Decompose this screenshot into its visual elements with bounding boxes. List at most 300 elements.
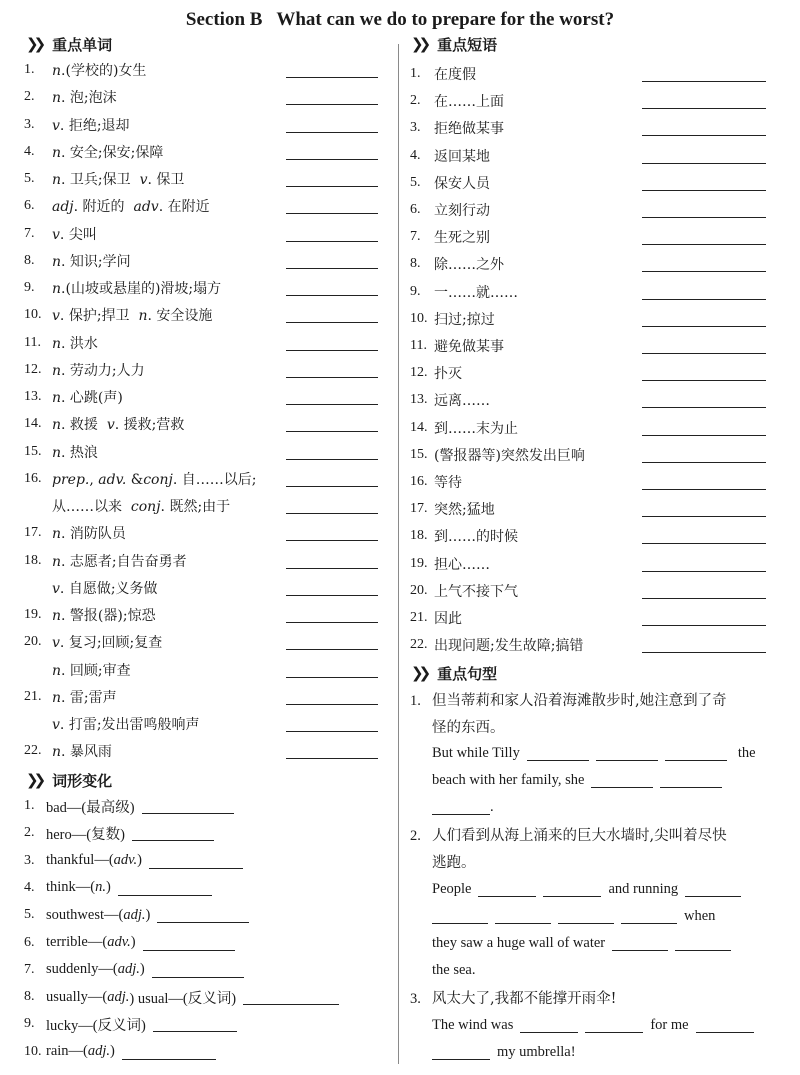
list-item <box>410 607 462 629</box>
definition-text: . 打雷;发出雷鸣般响声 <box>59 717 200 733</box>
sentence-1-line-3: . <box>432 796 494 818</box>
list-item <box>24 550 187 572</box>
definition-text: . 自愿做;义务做 <box>59 580 158 597</box>
answer-blank[interactable] <box>286 540 378 541</box>
definition-text: . 尖叫 <box>59 226 97 243</box>
answer-blank[interactable] <box>286 677 378 678</box>
word-form-text: bad—(最高级) <box>46 799 135 816</box>
list-item <box>24 932 242 954</box>
item-text <box>52 169 184 189</box>
part-of-speech: v <box>52 308 60 325</box>
answer-blank[interactable] <box>149 853 243 869</box>
item-number: 1. <box>410 66 421 81</box>
answer-blank[interactable] <box>286 159 378 160</box>
item-text <box>52 442 98 462</box>
answer-blank[interactable] <box>520 1017 578 1033</box>
item-number: 15. <box>410 446 428 462</box>
list-item-continuation <box>24 659 131 681</box>
answer-blank[interactable] <box>642 625 766 626</box>
item-number: 3. <box>24 852 35 868</box>
list-item <box>410 498 495 520</box>
list-item <box>24 740 112 762</box>
answer-blank[interactable] <box>660 772 722 788</box>
part-of-speech: n <box>52 526 62 543</box>
definition-text: . 知识;学问 <box>61 253 131 270</box>
word-form-text: adj. <box>107 988 130 1005</box>
word-form-text: ) <box>137 852 142 869</box>
item-text: (警报器等)突然发出巨响 <box>434 447 585 464</box>
list-item <box>24 604 156 626</box>
list-item <box>24 223 97 245</box>
part-of-speech: n <box>52 253 62 270</box>
item-number: 3. <box>410 120 421 136</box>
definition-text: . 洪水 <box>61 335 98 352</box>
item-text <box>52 305 212 325</box>
answer-blank[interactable] <box>286 350 378 351</box>
definition-text: .(山坡或悬崖的)滑坡;塌方 <box>61 281 222 297</box>
answer-blank[interactable] <box>286 322 378 323</box>
word-form-text: adv. <box>107 934 131 950</box>
answer-blank[interactable] <box>642 652 766 653</box>
item-number: 22. <box>410 637 428 653</box>
answer-blank[interactable] <box>558 908 614 924</box>
answer-blank[interactable] <box>642 299 766 300</box>
answer-blank[interactable] <box>495 908 551 924</box>
definition-text: . 拒绝;退却 <box>59 117 130 134</box>
definition-text: . 复习;回顾;复查 <box>59 635 163 652</box>
list-item <box>24 168 184 190</box>
list-item <box>24 359 145 381</box>
word-form-text: ) <box>106 879 111 896</box>
list-item <box>24 195 210 217</box>
list-item <box>410 634 583 656</box>
definition-text: .(学校的)女生 <box>61 63 147 79</box>
list-item <box>410 362 462 384</box>
item-text <box>52 278 221 298</box>
item-text <box>52 687 117 707</box>
section-heading-phrases: ❯❯ 重点短语 <box>411 35 498 54</box>
item-number: 19. <box>24 607 42 622</box>
answer-blank[interactable] <box>675 935 731 951</box>
answer-blank[interactable] <box>585 1017 643 1033</box>
answer-blank[interactable] <box>286 731 378 732</box>
answer-blank[interactable] <box>432 1044 490 1060</box>
item-text: 上气不接下气 <box>434 583 518 600</box>
answer-blank[interactable] <box>642 163 766 164</box>
part-of-speech: n <box>52 608 62 624</box>
part-of-speech: v <box>106 417 115 434</box>
item-text <box>52 196 210 216</box>
double-chevron-icon: ❯❯ <box>411 35 427 53</box>
answer-blank[interactable] <box>243 989 339 1005</box>
list-item <box>410 444 585 466</box>
answer-blank[interactable] <box>286 241 378 242</box>
sentence-1-line-1: But while Tilly the <box>432 744 756 761</box>
item-text <box>52 142 163 162</box>
list-item <box>24 413 184 435</box>
item-number: 20. <box>24 634 42 650</box>
answer-blank[interactable] <box>286 77 378 78</box>
answer-blank[interactable] <box>642 190 766 191</box>
answer-blank[interactable] <box>696 1017 754 1033</box>
item-number: 6. <box>24 934 35 950</box>
list-item <box>410 389 490 411</box>
list-item <box>410 172 490 194</box>
item-number: 4. <box>24 143 35 159</box>
item-text <box>52 741 112 761</box>
list-item <box>410 90 504 112</box>
answer-blank[interactable] <box>543 881 601 897</box>
answer-blank[interactable] <box>286 213 378 214</box>
list-item <box>24 59 146 81</box>
answer-blank[interactable] <box>642 380 766 381</box>
answer-blank[interactable] <box>642 489 766 490</box>
answer-blank[interactable] <box>286 649 378 650</box>
definition-text: . 回顾;审查 <box>61 662 131 679</box>
definition-text: . 暴风雨 <box>61 744 112 761</box>
item-number: 9. <box>24 280 35 295</box>
definition-text: . 保护;捍卫 <box>59 308 139 325</box>
definition-text: . 泡;泡沫 <box>61 90 117 107</box>
answer-blank[interactable] <box>286 513 378 514</box>
part-of-speech: n <box>52 444 62 461</box>
item-number: 14. <box>24 416 42 432</box>
definition-text: . 自……以后; <box>172 471 257 488</box>
answer-blank[interactable] <box>118 880 212 896</box>
item-text <box>52 469 256 489</box>
item-number: 22. <box>24 743 42 759</box>
item-number: 17. <box>410 501 428 517</box>
list-item <box>410 471 462 493</box>
sentence-2-line-2: when <box>432 905 715 927</box>
item-text <box>52 87 117 107</box>
part-of-speech: n <box>52 362 62 379</box>
part-of-speech: v <box>52 635 60 652</box>
double-chevron-icon: ❯❯ <box>26 771 42 789</box>
definition-text: 从……以来 <box>52 499 131 515</box>
list-item-continuation <box>24 495 230 517</box>
list-item <box>410 525 518 547</box>
answer-blank[interactable] <box>596 745 658 761</box>
list-item <box>410 553 490 575</box>
item-text <box>52 660 131 680</box>
sentence-3-line-2: my umbrella! <box>432 1041 576 1063</box>
answer-blank[interactable] <box>286 104 378 105</box>
sentence-2-line-4: the sea. <box>432 961 476 978</box>
part-of-speech: n <box>52 553 62 570</box>
item-number: 8. <box>24 989 35 1005</box>
list-item <box>24 795 241 817</box>
answer-blank[interactable] <box>286 622 378 623</box>
definition-text: . 在附近 <box>158 199 210 216</box>
answer-blank[interactable] <box>591 772 653 788</box>
list-item <box>24 631 162 653</box>
answer-blank[interactable] <box>286 486 378 487</box>
item-text <box>52 496 230 516</box>
list-item <box>410 417 518 439</box>
list-item <box>24 986 346 1008</box>
list-item <box>410 145 490 167</box>
column-divider <box>398 44 399 1064</box>
answer-blank[interactable] <box>157 907 249 923</box>
list-item <box>410 308 495 330</box>
word-form-text: adv. <box>113 852 138 869</box>
item-number: 16. <box>410 474 428 489</box>
definition-text: . 既然;由于 <box>160 499 231 515</box>
item-number: 11. <box>24 334 41 350</box>
item-number: 12. <box>410 365 428 381</box>
definition-text: . 劳动力;人力 <box>61 362 145 379</box>
item-number: 4. <box>410 147 421 163</box>
word-form-text: think—( <box>46 879 96 896</box>
item-number: 10. <box>24 1043 42 1059</box>
part-of-speech: adv. <box>98 471 127 488</box>
item-number: 10. <box>410 310 428 326</box>
word-form-text: adj. <box>117 961 140 978</box>
list-item <box>24 468 256 490</box>
list-item <box>24 822 221 844</box>
item-text: 担心…… <box>434 556 490 573</box>
word-form-text: ) <box>139 961 145 978</box>
word-form-text: adj. <box>123 906 146 923</box>
item-number: 9. <box>410 283 421 299</box>
answer-blank[interactable] <box>286 459 378 460</box>
list-item <box>410 580 518 602</box>
answer-blank[interactable] <box>286 268 378 269</box>
answer-blank[interactable] <box>478 881 536 897</box>
item-number: 11. <box>410 338 427 353</box>
definition-text: , <box>89 471 99 488</box>
word-form-text: terrible—( <box>46 934 108 950</box>
answer-blank[interactable] <box>642 543 766 544</box>
answer-blank[interactable] <box>286 295 378 296</box>
answer-blank[interactable] <box>612 935 668 951</box>
definition-text: . 卫兵;保卫 <box>61 172 140 188</box>
answer-blank[interactable] <box>286 186 378 187</box>
item-number: 21. <box>24 688 42 704</box>
item-number: 12. <box>24 361 42 377</box>
part-of-speech: n <box>52 417 62 434</box>
item-text: 立刻行动 <box>434 203 490 219</box>
answer-blank[interactable] <box>642 217 766 218</box>
answer-blank[interactable] <box>152 962 244 978</box>
answer-blank[interactable] <box>642 598 766 599</box>
item-number: 17. <box>24 525 42 541</box>
sentence-1-line-2: beach with her family, she <box>432 769 729 791</box>
list-item <box>24 277 221 299</box>
item-text: 等待 <box>434 475 462 491</box>
part-of-speech: n <box>52 662 62 679</box>
answer-blank[interactable] <box>642 244 766 245</box>
answer-blank[interactable] <box>642 571 766 572</box>
item-text: 出现问题;发生故障;搞错 <box>434 638 584 655</box>
definition-text: . 附近的 <box>73 199 134 216</box>
answer-blank[interactable] <box>642 271 766 272</box>
item-text: 一……就…… <box>434 284 518 301</box>
item-number: 5. <box>410 174 421 190</box>
item-text: 拒绝做某事 <box>434 121 504 138</box>
double-chevron-icon: ❯❯ <box>26 35 42 53</box>
answer-blank[interactable] <box>642 407 766 408</box>
item-number: 14. <box>410 419 428 435</box>
list-item <box>24 386 123 408</box>
list-item <box>24 332 98 354</box>
answer-blank[interactable] <box>621 908 677 924</box>
word-form-text: ) usual—(反义词) <box>129 990 237 1007</box>
list-item <box>410 63 476 85</box>
answer-blank[interactable] <box>432 799 490 815</box>
answer-blank[interactable] <box>286 595 378 596</box>
item-text: 返回某地 <box>434 148 490 165</box>
answer-blank[interactable] <box>286 431 378 432</box>
answer-blank[interactable] <box>142 798 234 814</box>
item-number: 15. <box>24 443 42 459</box>
section-heading-forms: ❯❯ 词形变化 <box>26 771 113 790</box>
item-text <box>52 224 97 244</box>
word-form-text: ) <box>145 906 151 923</box>
item-number: 18. <box>410 528 428 544</box>
item-text: 扫过;掠过 <box>434 311 495 328</box>
answer-blank[interactable] <box>122 1044 216 1060</box>
item-text <box>52 632 162 652</box>
answer-blank[interactable] <box>286 758 378 759</box>
item-text: 生死之别 <box>434 230 490 247</box>
answer-blank[interactable] <box>153 1016 237 1032</box>
answer-blank[interactable] <box>286 377 378 378</box>
part-of-speech: n <box>52 63 62 79</box>
definition-text: . 雷;雷声 <box>61 689 117 706</box>
answer-blank[interactable] <box>642 353 766 354</box>
answer-blank[interactable] <box>286 704 378 705</box>
list-item <box>410 199 490 221</box>
answer-blank[interactable] <box>685 881 741 897</box>
list-item <box>410 281 518 303</box>
item-text: 突然;猛地 <box>434 502 495 519</box>
list-item <box>24 304 212 326</box>
list-item <box>24 904 256 926</box>
part-of-speech: v <box>52 226 60 243</box>
item-number: 1. <box>24 62 35 77</box>
answer-blank[interactable] <box>132 825 214 841</box>
item-text: 因此 <box>434 611 462 627</box>
item-number: 5. <box>24 171 35 186</box>
item-text <box>52 360 145 380</box>
word-form-text: hero—(复数) <box>46 826 125 843</box>
item-text <box>52 414 184 434</box>
sentence-3-line-1: The wind was for me <box>432 1014 761 1036</box>
definition-text: . 警报(器);惊恐 <box>61 608 156 624</box>
answer-blank[interactable] <box>642 326 766 327</box>
list-item <box>24 86 117 108</box>
item-text <box>52 251 131 271</box>
definition-text: . 消防队员 <box>61 526 126 543</box>
answer-blank[interactable] <box>286 132 378 133</box>
word-form-text: ) <box>110 1043 115 1060</box>
item-text: 远离…… <box>434 393 490 410</box>
part-of-speech: n <box>52 281 62 297</box>
item-text: 保安人员 <box>434 175 490 192</box>
page-title: Section B What can we do to prepare for the worst? <box>185 9 615 30</box>
definition-text: . 热浪 <box>61 444 98 461</box>
definition-text: . 安全设施 <box>147 308 213 325</box>
answer-blank[interactable] <box>642 462 766 463</box>
item-text <box>52 523 126 543</box>
item-text <box>52 333 98 353</box>
answer-blank[interactable] <box>642 435 766 436</box>
list-item <box>24 1013 244 1035</box>
item-text <box>52 115 130 135</box>
part-of-speech: n <box>52 144 62 161</box>
item-number: 2. <box>410 93 421 109</box>
item-text <box>52 60 146 80</box>
item-number: 7. <box>410 229 421 245</box>
item-text: 在度假 <box>434 67 476 83</box>
item-number: 2. <box>24 89 35 105</box>
section-heading-sentences: ❯❯ 重点句型 <box>411 664 498 683</box>
item-number: 8. <box>410 256 421 272</box>
item-text <box>52 605 156 625</box>
answer-blank[interactable] <box>143 935 235 951</box>
definition-text: . 志愿者;自告奋勇者 <box>61 553 187 570</box>
item-number: 8. <box>24 252 35 268</box>
item-number: 18. <box>24 552 42 568</box>
answer-blank[interactable] <box>527 745 589 761</box>
list-item <box>24 250 131 272</box>
list-item-continuation <box>24 577 158 599</box>
definition-text: & <box>126 471 144 488</box>
answer-blank[interactable] <box>286 404 378 405</box>
word-form-text: southwest—( <box>46 906 124 923</box>
answer-blank[interactable] <box>642 135 766 136</box>
part-of-speech: v <box>52 580 60 597</box>
part-of-speech: n <box>52 172 62 188</box>
part-of-speech: v <box>52 717 60 733</box>
item-number: 4. <box>24 879 35 895</box>
part-of-speech: v <box>139 172 148 188</box>
answer-blank[interactable] <box>642 516 766 517</box>
answer-blank[interactable] <box>286 568 378 569</box>
double-chevron-icon: ❯❯ <box>411 664 427 682</box>
definition-text: . 心跳(声) <box>61 390 123 406</box>
item-number: 10. <box>24 307 42 323</box>
list-item <box>24 686 117 708</box>
answer-blank[interactable] <box>642 81 766 82</box>
word-form-text: ) <box>130 934 136 950</box>
answer-blank[interactable] <box>642 108 766 109</box>
item-number: 13. <box>410 392 428 408</box>
list-item <box>410 253 504 275</box>
word-form-text: suddenly—( <box>46 961 118 978</box>
list-item <box>410 226 490 248</box>
section-heading-vocab: ❯❯ 重点单词 <box>26 35 113 54</box>
list-item <box>24 959 251 981</box>
part-of-speech: conj <box>130 499 161 515</box>
word-form-text: thankful—( <box>46 852 114 869</box>
word-form-text: lucky—(反义词) <box>46 1017 146 1034</box>
list-item <box>24 114 130 136</box>
item-number: 16. <box>24 470 42 486</box>
answer-blank[interactable] <box>665 745 727 761</box>
answer-blank[interactable] <box>432 908 488 924</box>
item-number: 20. <box>410 582 428 598</box>
item-text: 除……之外 <box>434 257 504 274</box>
list-item <box>24 441 98 463</box>
item-text <box>52 387 123 407</box>
item-number: 7. <box>24 225 35 241</box>
list-item <box>410 117 504 139</box>
word-form-text: rain—( <box>46 1043 88 1060</box>
item-text <box>52 551 187 571</box>
